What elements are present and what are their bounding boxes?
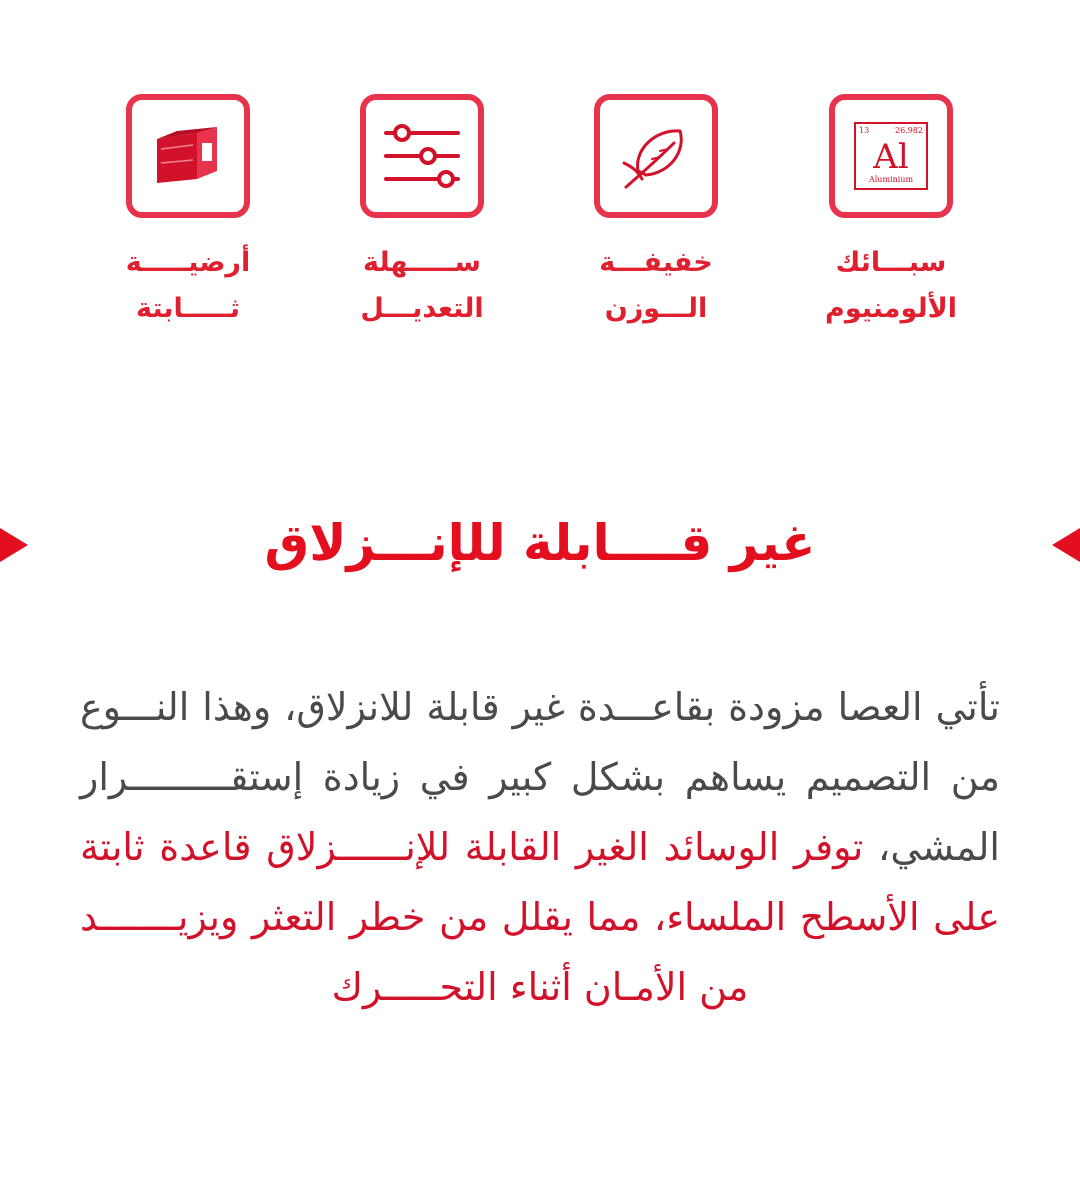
sliders-icon-box (360, 94, 484, 218)
feature-aluminium-label (796, 240, 986, 332)
feature-lightweight-line1: خفيفـــة (599, 247, 713, 278)
element-number: 13 (859, 126, 870, 135)
feature-lightweight-line2: الـــوزن (604, 293, 708, 324)
feature-adjustable (327, 94, 517, 332)
feature-stable-base-line2: ثـــــابتة (136, 293, 240, 324)
feature-aluminium-line2: الألومنيوم (825, 293, 957, 324)
sliders-icon (384, 123, 460, 189)
feature-lightweight (561, 94, 751, 332)
feature-lightweight-label (561, 240, 751, 332)
feature-adjustable-line1: ســـــهلة (363, 247, 481, 278)
element-mass: 26.982 (895, 126, 923, 135)
section-title: غير قــــابلة للإنـــزلاق (264, 514, 816, 572)
feature-adjustable-label (327, 240, 517, 332)
aluminium-icon-box (829, 94, 953, 218)
description-highlight: توفر الوسائد الغير القابلة للإنــــــزلاق قاعدة ثابتة على الأسطح الملساء، مما يقلل من خطر التعثر ويزيـــــــد من الأمـان أثناء التحـــــرك (80, 825, 1000, 1009)
features-row (0, 94, 1080, 334)
aluminium-element-icon (853, 121, 929, 191)
feature-adjustable-line2: التعديـــل (360, 293, 484, 324)
description-paragraph (80, 672, 1000, 1022)
feature-stable-base (93, 94, 283, 332)
feather-icon-box (594, 94, 718, 218)
element-symbol: Al (873, 137, 909, 177)
description-text: تأتي العصا مزودة بقاعـــدة غير قابلة للانزلاق، وهذا النـــوع من التصميم يساهم بشكل كبير في زيادة إستقـــــــــرار المشي، (80, 685, 1000, 869)
feature-stable-base-line1: أرضيـــــة (125, 247, 251, 278)
box-icon-box (126, 94, 250, 218)
element-name: Aluminium (868, 175, 914, 184)
feature-aluminium-line1: سبـــائك (835, 247, 947, 278)
feather-icon (616, 121, 696, 191)
box-icon (151, 123, 225, 189)
feature-stable-base-label (93, 240, 283, 332)
feature-aluminium (796, 94, 986, 332)
